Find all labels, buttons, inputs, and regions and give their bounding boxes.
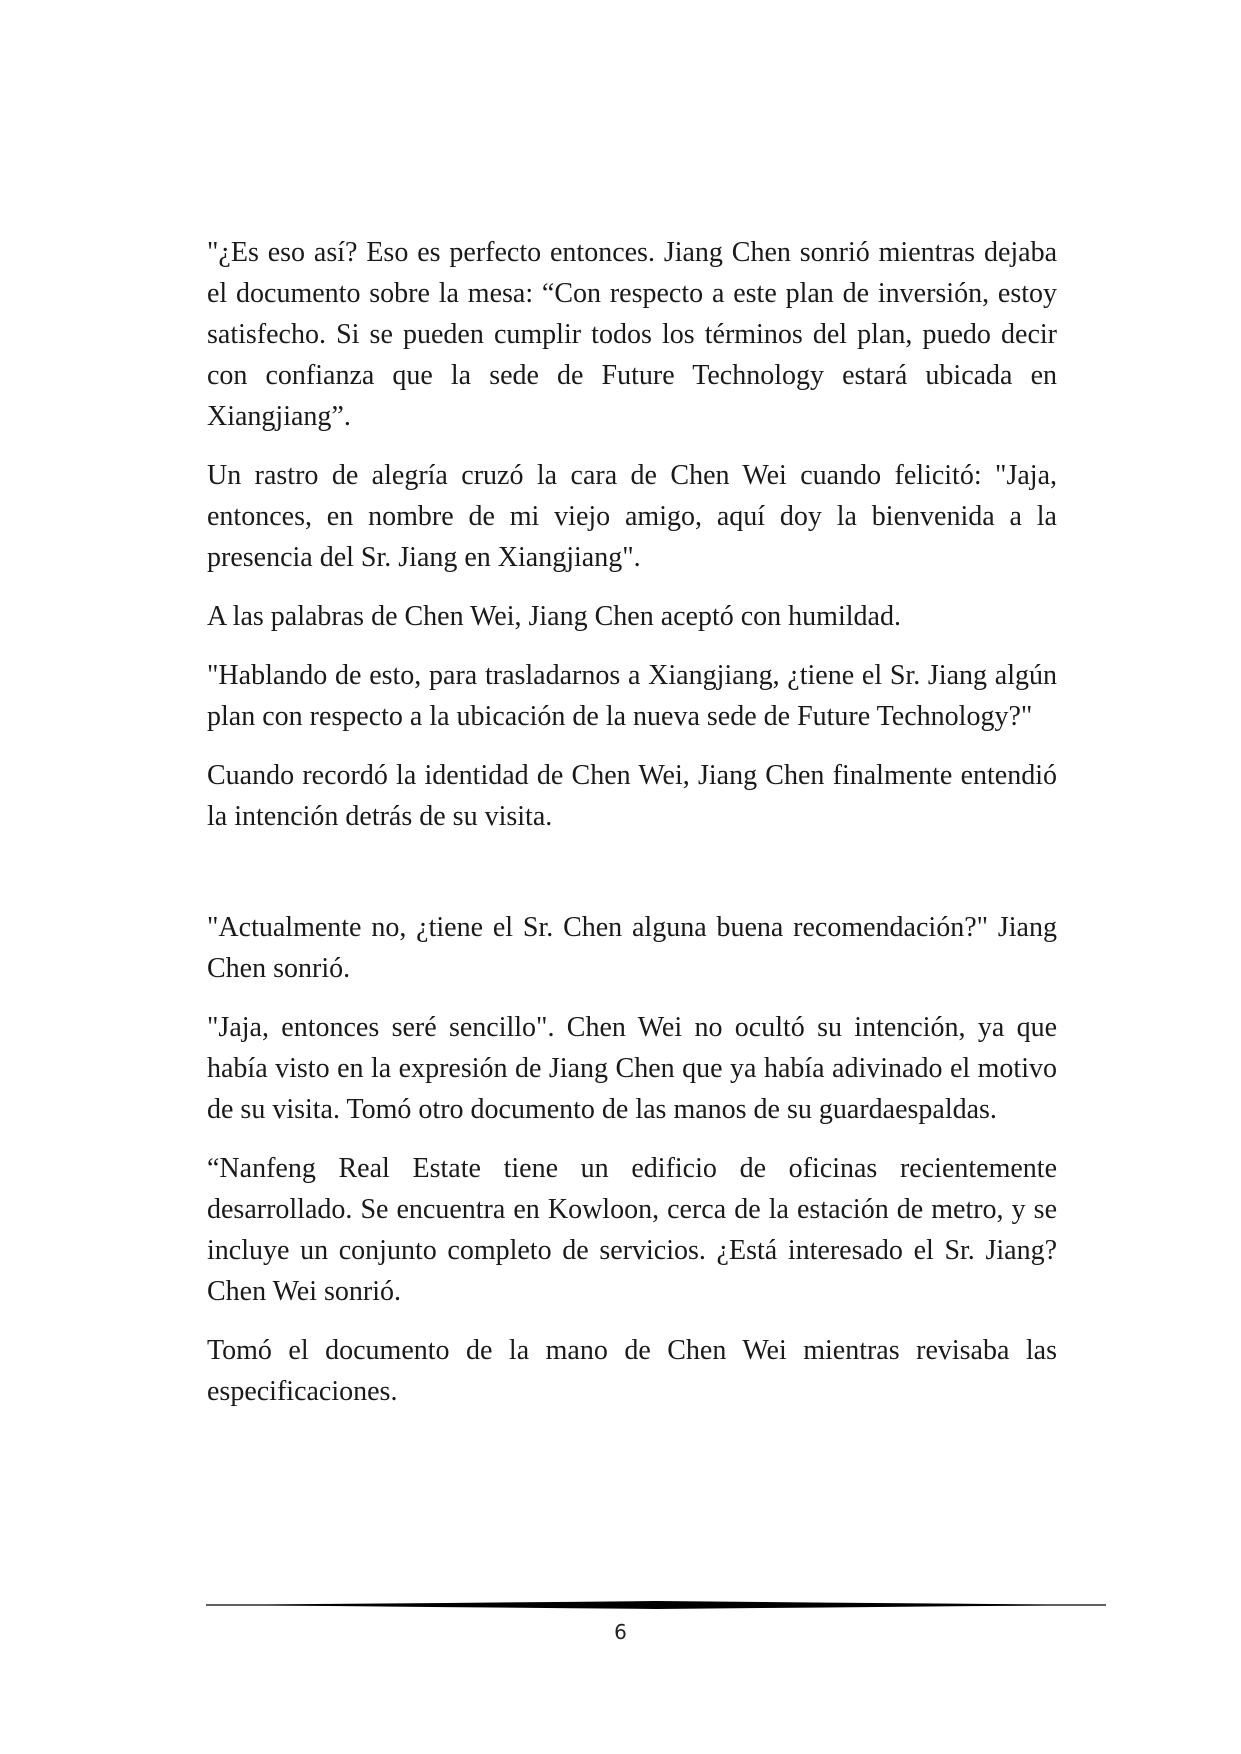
footer-divider	[206, 1598, 1106, 1612]
paragraph: A las palabras de Chen Wei, Jiang Chen aceptó con humildad.	[207, 601, 901, 632]
body-text	[207, 232, 1057, 1430]
page-number: 6	[614, 1620, 627, 1644]
paragraph: "Hablando de esto, para trasladarnos a Xiangjiang, ¿tiene el Sr. Jiang algún plan con respecto a la ubicación de la nueva sede de Future Technology?"	[207, 660, 1057, 732]
paragraph: "Jaja, entonces seré sencillo". Chen Wei no ocultó su intención, ya que había visto en la expresión de Jiang Chen que ya había adivinado el motivo de su visita. Tomó otro documento de las manos de su guardaespaldas.	[207, 1012, 1057, 1125]
paragraph: Tomó el documento de la mano de Chen Wei mientras revisaba las especificaciones.	[207, 1335, 1057, 1407]
paragraph: "Actualmente no, ¿tiene el Sr. Chen alguna buena recomendación?" Jiang Chen sonrió.	[207, 912, 1057, 984]
paragraph: “Nanfeng Real Estate tiene un edificio de oficinas recientemente desarrollado. Se encuentra en Kowloon, cerca de la estación de metro, y se incluye un conjunto completo de servicios. ¿Está interesado el Sr. Jiang? Chen Wei sonrió.	[207, 1153, 1057, 1307]
paragraph: Un rastro de alegría cruzó la cara de Chen Wei cuando felicitó: "Jaja, entonces, en nombre de mi viejo amigo, aquí doy la bienvenida a la presencia del Sr. Jiang en Xiangjiang".	[207, 460, 1057, 573]
paragraph: "¿Es eso así? Eso es perfecto entonces. Jiang Chen sonrió mientras dejaba el documento sobre la mesa: “Con respecto a este plan de inversión, estoy satisfecho. Si se pueden cumplir todos los términos del plan, puedo decir con confianza que la sede de Future Technology estará ubicada en Xiangjiang”.	[207, 237, 1057, 432]
paragraph: Cuando recordó la identidad de Chen Wei, Jiang Chen finalmente entendió la intención detrás de su visita.	[207, 760, 1057, 832]
